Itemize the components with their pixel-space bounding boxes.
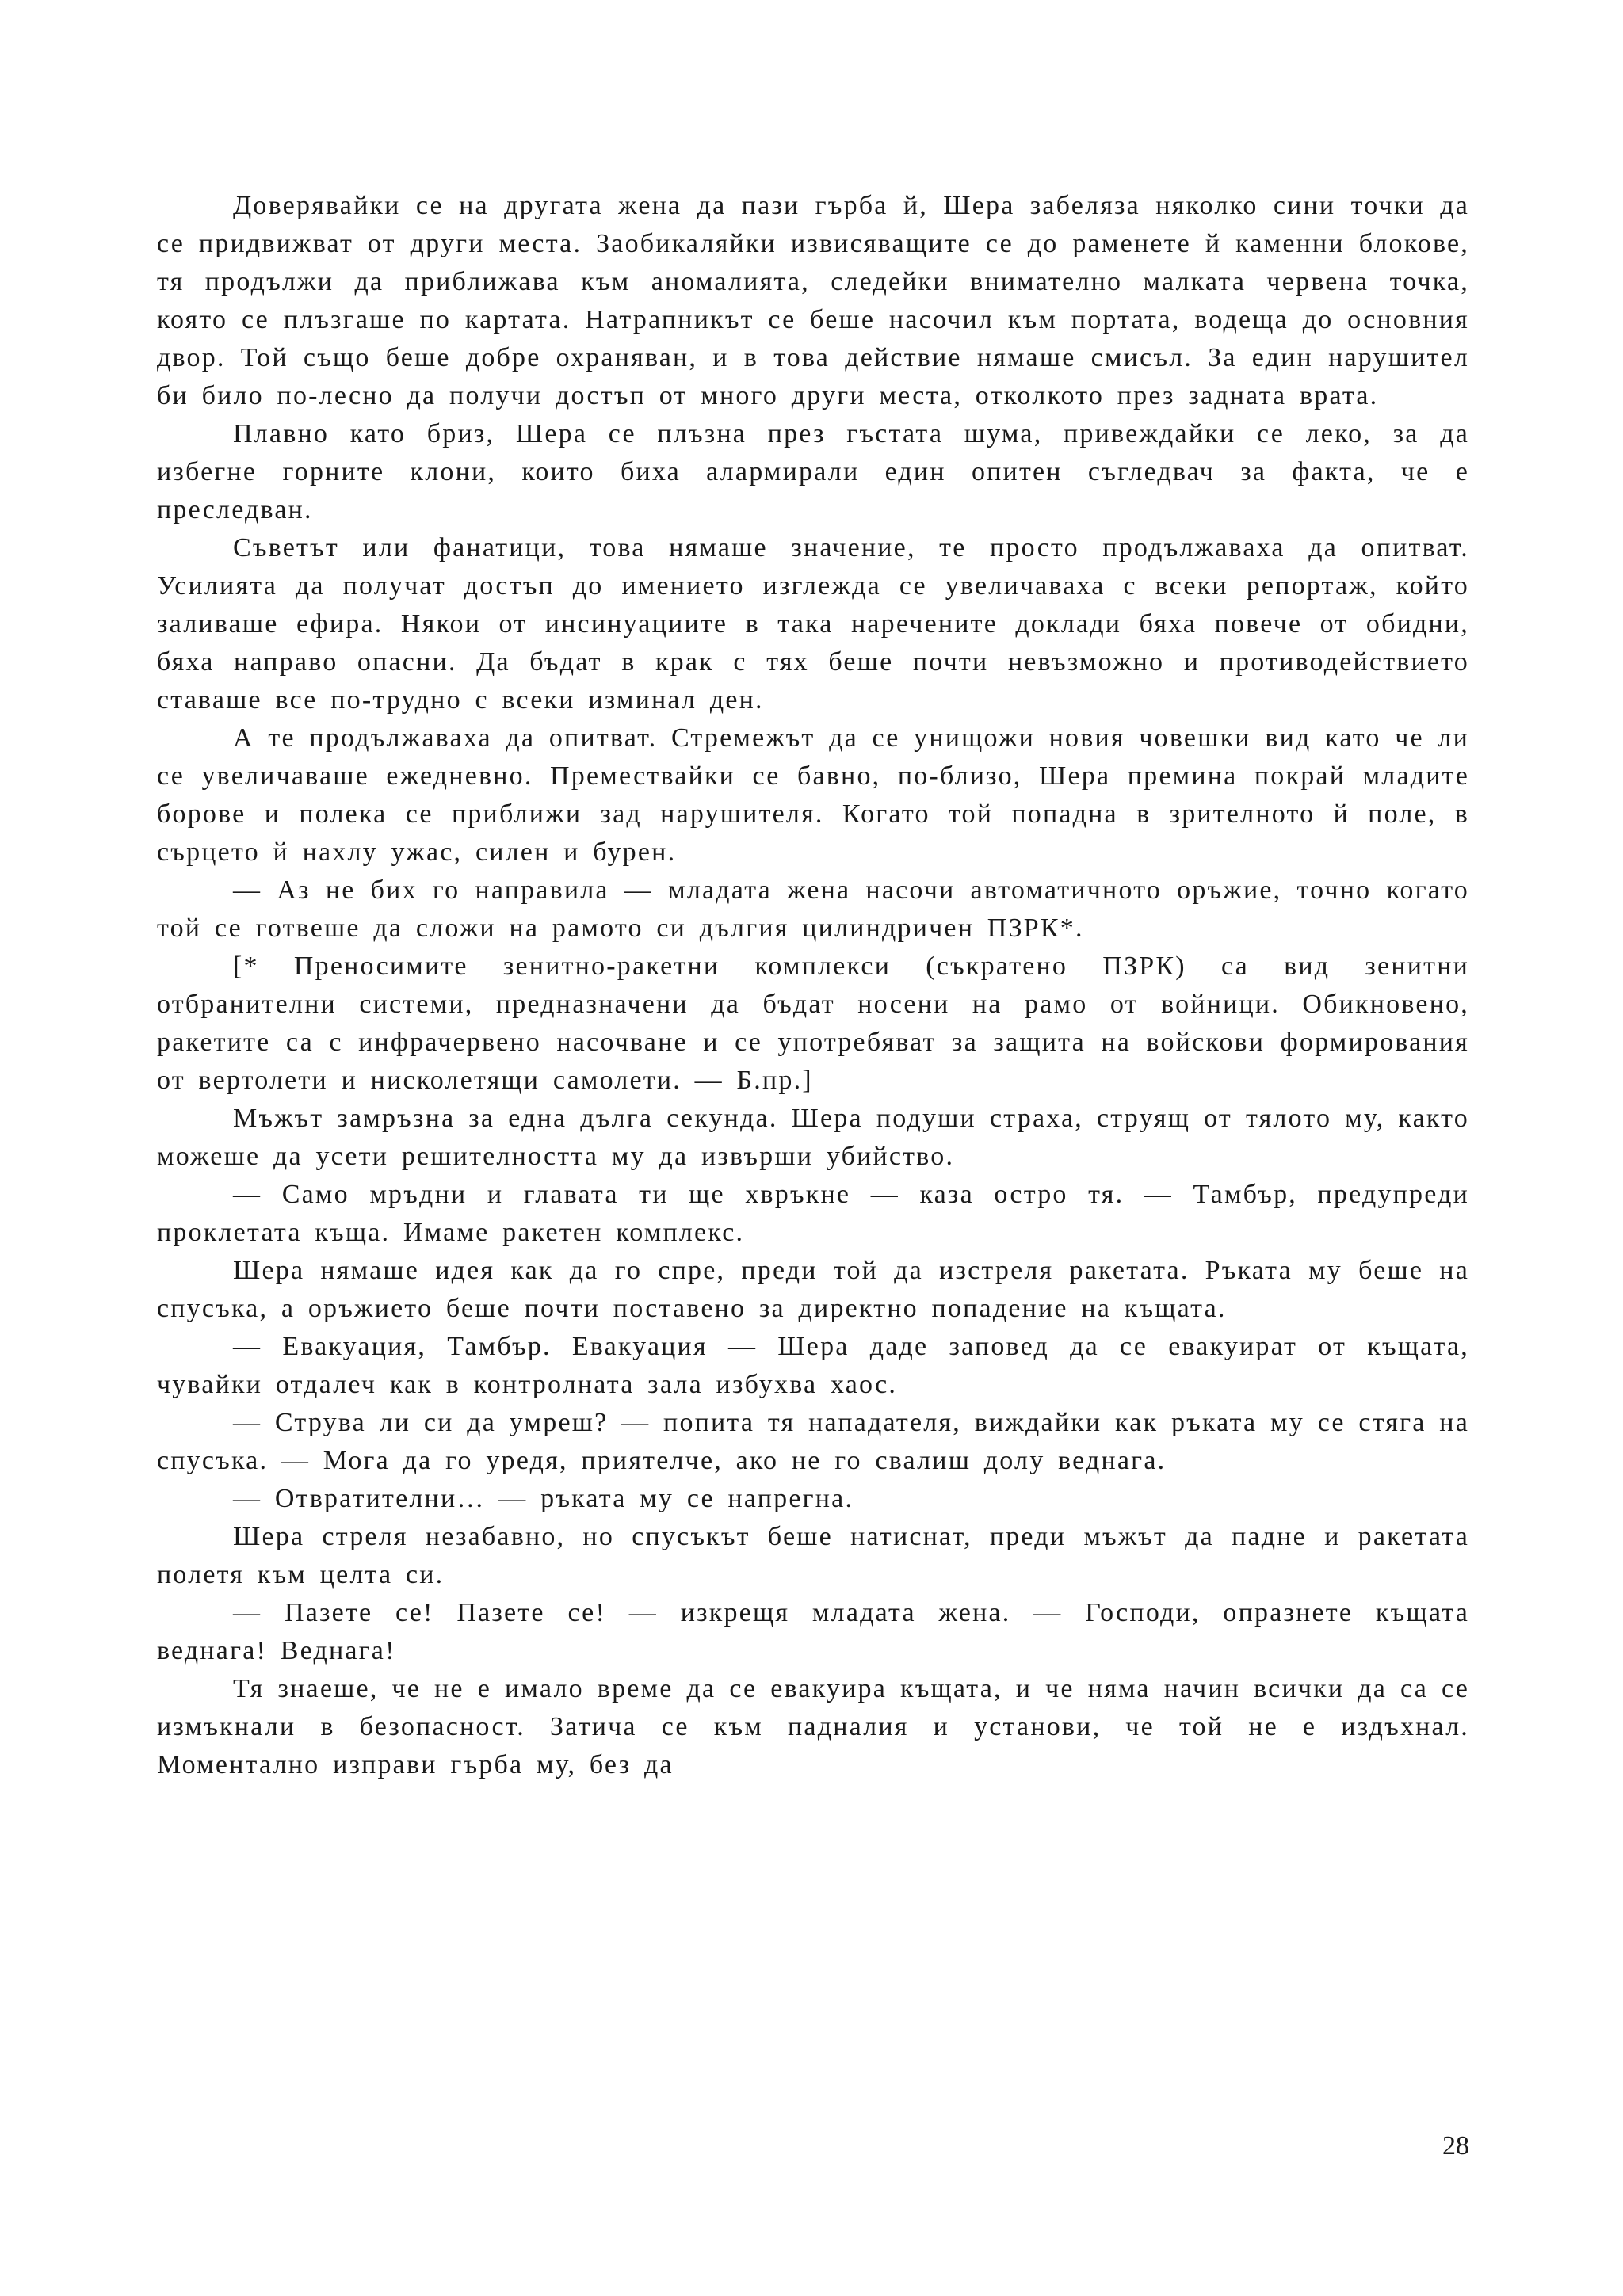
paragraph: — Пазете се! Пазете се! — изкрещя младата жена. — Господи, опразнете къщата веднага! Веднага! [157, 1598, 1469, 1665]
paragraph: Доверявайки се на другата жена да пази гърба й, Шера забеляза няколко сини точки да се придвижват от други места. Заобикаляйки извисяващите се до раменете й каменни блокове, тя продължи да приближава към аномалията, следейки внимателно малката червена точка, която се плъзгаше по картата. Натрапникът се беше насочил към портата, водеща до основния двор. Той също беше добре охраняван, и в това действие нямаше смисъл. За един нарушител би било по-лесно да получи достъп от много други места, отколкото през задната врата. [157, 191, 1469, 410]
footnote-paragraph: [* Преносимите зенитно-ракетни комплекси (съкратено ПЗРК) са вид зенитни отбранителни системи, предназначени да бъдат носени на рамо от войници. Обикновено, ракетите са с инфрачервено насочване и се употребяват за защита на войскови формирования от вертолети и нисколетящи самолети. — Б.пр.] [157, 952, 1469, 1095]
paragraph: — Отвратителни… — ръката му се напрегна. [233, 1484, 854, 1513]
paragraph: А те продължаваха да опитват. Стремежът да се унищожи новия човешки вид като че ли се увеличаваше ежедневно. Премествайки се бавно, по-близо, Шера премина покрай младите борове и полека се приближи зад нарушителя. Когато той попадна в зрителното й поле, в сърцето й нахлу ужас, силен и бурен. [157, 723, 1469, 867]
paragraph: Мъжът замръзна за една дълга секунда. Шера подуши страха, струящ от тялото му, както можеше да усети решителността му да извърши убийство. [157, 1104, 1469, 1171]
paragraph: Плавно като бриз, Шера се плъзна през гъстата шума, привеждайки се леко, за да избегне горните клони, които биха алармирали един опитен съгледвач за факта, че е преследван. [157, 419, 1469, 524]
paragraph: — Евакуация, Тамбър. Евакуация — Шера даде заповед да се евакуират от къщата, чувайки отдалеч как в контролната зала избухва хаос. [157, 1332, 1469, 1399]
body-text [157, 187, 1469, 1784]
paragraph: Шера стреля незабавно, но спусъкът беше натиснат, преди мъжът да падне и ракетата полетя към целта си. [157, 1522, 1469, 1589]
paragraph: Тя знаеше, че не е имало време да се евакуира къщата, и че няма начин всички да са се измъкнали в безопасност. Затича се към падналия и установи, че той не е издъхнал. Моментално изправи гърба му, без да [157, 1674, 1469, 1779]
paragraph: — Струва ли си да умреш? — попита тя нападателя, виждайки как ръката му се стяга на спусъка. — Мога да го уредя, приятелче, ако не го свалиш долу веднага. [157, 1408, 1469, 1475]
page-number: 28 [1442, 2131, 1469, 2161]
paragraph: Шера нямаше идея как да го спре, преди той да изстреля ракетата. Ръката му беше на спусъка, а оръжието беше почти поставено за директно попадение на къщата. [157, 1256, 1469, 1323]
paragraph: Съветът или фанатици, това нямаше значение, те просто продължаваха да опитват. Усилията да получат достъп до имението изглежда се увеличаваха с всеки репортаж, който заливаше ефира. Някои от инсинуациите в така наречените доклади бяха повече от обидни, бяха направо опасни. Да бъдат в крак с тях беше почти невъзможно и противодействието ставаше все по-трудно с всеки изминал ден. [157, 533, 1469, 715]
paragraph: — Само мръдни и главата ти ще хвръкне — каза остро тя. — Тамбър, предупреди проклетата къща. Имаме ракетен комплекс. [157, 1180, 1469, 1247]
paragraph: — Аз не бих го направила — младата жена насочи автоматичното оръжие, точно когато той се готвеше да сложи на рамото си дългия цилиндричен ПЗРК*. [157, 875, 1469, 943]
